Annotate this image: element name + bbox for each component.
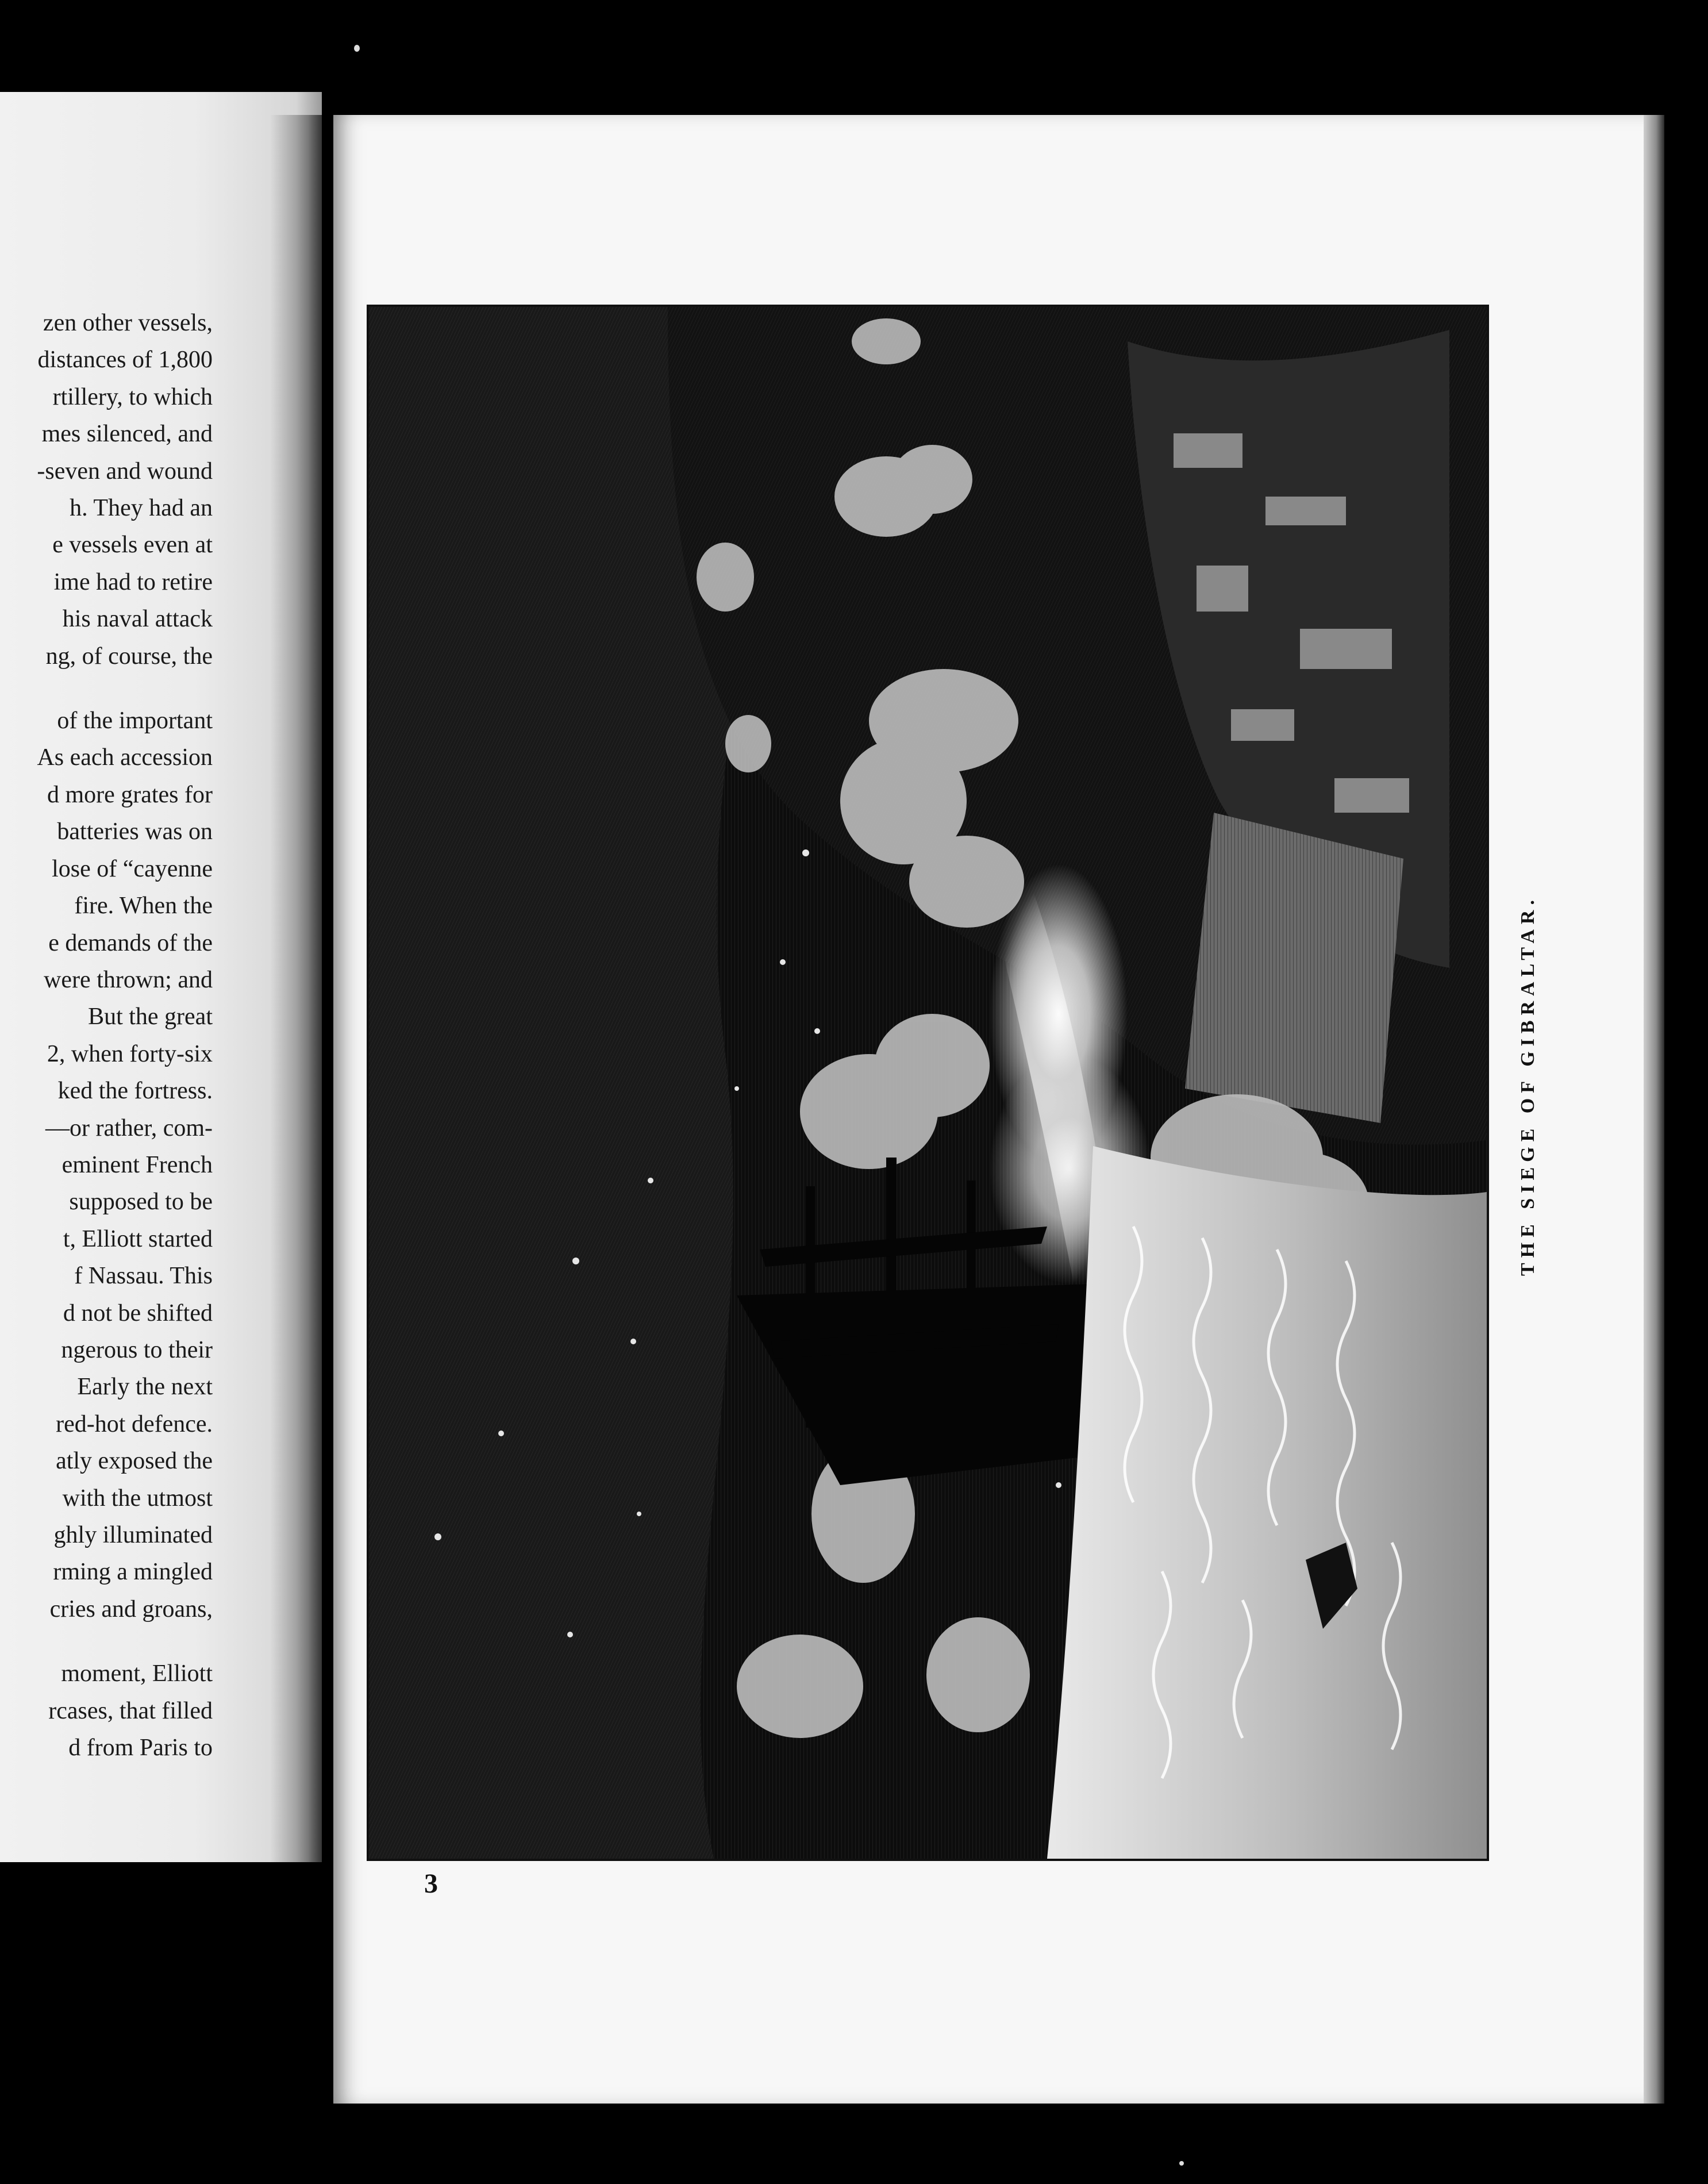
text-line: of the important: [57, 708, 213, 735]
text-line: with the utmost: [62, 1485, 213, 1512]
text-line: d from Paris to: [68, 1735, 213, 1762]
text-line: ng, of course, the: [45, 643, 213, 670]
gutter-shadow: [270, 115, 333, 1868]
text-line: mes silenced, and: [41, 421, 213, 448]
dust-speck: [1179, 2161, 1184, 2166]
paragraph-break: [0, 1628, 213, 1655]
text-line: f Nassau. This: [74, 1263, 213, 1290]
engraving-artwork: [369, 307, 1487, 1859]
left-page-text: [0, 305, 213, 1766]
text-line: —or rather, com-: [45, 1114, 213, 1141]
page-edge: [1644, 115, 1664, 2104]
text-line: zen other vessels,: [43, 310, 213, 336]
text-line: were thrown; and: [44, 966, 213, 993]
text-line: cries and groans,: [49, 1595, 213, 1622]
text-line: ked the fortress.: [57, 1078, 213, 1105]
text-line: t, Elliott started: [63, 1225, 213, 1252]
text-line: supposed to be: [69, 1189, 213, 1216]
text-line: 2, when forty-six: [47, 1040, 213, 1067]
text-line: h. They had an: [70, 495, 213, 522]
text-line: batteries was on: [57, 818, 213, 845]
paragraph-break: [0, 675, 213, 702]
text-line: moment, Elliott: [61, 1660, 213, 1687]
text-line: ime had to retire: [53, 568, 213, 595]
text-line: distances of 1,800: [37, 347, 213, 374]
text-line: e vessels even at: [52, 532, 213, 559]
text-line: atly exposed the: [56, 1448, 213, 1475]
text-line: But the great: [88, 1003, 213, 1031]
illustration-caption: THE SIEGE OF GIBRALTAR.: [1517, 895, 1538, 1276]
text-line: red-hot defence.: [56, 1410, 213, 1437]
text-line: rming a mingled: [53, 1559, 213, 1586]
text-line: Early the next: [77, 1374, 213, 1401]
text-line: As each accession: [37, 744, 213, 771]
text-line: d not be shifted: [63, 1299, 213, 1326]
text-line: rcases, that filled: [48, 1697, 213, 1724]
text-line: his naval attack: [62, 606, 213, 633]
text-line: rtillery, to which: [52, 383, 213, 410]
text-line: ngerous to their: [61, 1336, 213, 1363]
text-line: ghly illuminated: [53, 1522, 213, 1548]
text-line: -seven and wound: [37, 457, 213, 485]
engraving-illustration: [367, 305, 1489, 1861]
text-line: lose of “cayenne: [52, 855, 213, 882]
text-line: d more grates for: [47, 781, 213, 808]
page-number: 3: [424, 1868, 438, 1899]
dust-speck: [354, 45, 360, 52]
text-line: e demands of the: [48, 929, 213, 956]
text-line: fire. When the: [74, 893, 213, 920]
text-line: eminent French: [61, 1151, 213, 1178]
